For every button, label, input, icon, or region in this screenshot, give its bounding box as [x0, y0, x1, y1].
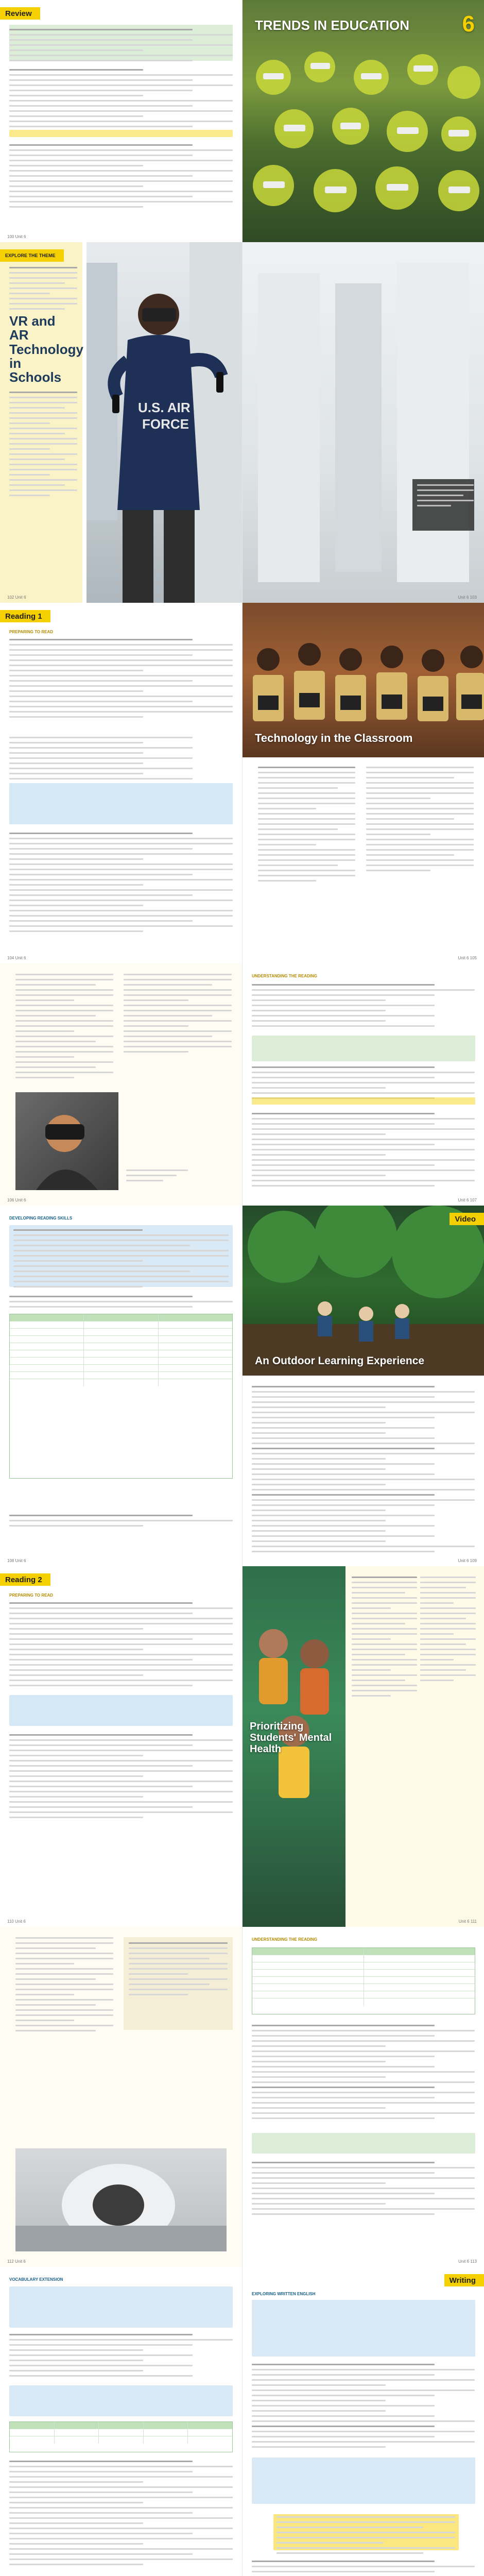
understanding-subheading: UNDERSTANDING THE READING [252, 974, 317, 978]
section-tag-writing: Writing [444, 2274, 484, 2286]
critical-thinking-box [252, 1036, 475, 1061]
skills-exercise-b [9, 1515, 233, 1530]
page-number: 100 Unit 6 [7, 234, 26, 239]
page-writing [242, 2267, 484, 2576]
section-tag-reading1: Reading 1 [0, 610, 50, 622]
photo-outdoor-learning [243, 1206, 484, 1376]
photo-caption [417, 484, 474, 510]
reading-skill-text [13, 1229, 229, 1291]
writing-exercises [252, 2364, 475, 2451]
writing-subheading: EXPLORING WRITTEN ENGLISH [252, 2292, 316, 2296]
page-reading2-article [242, 1566, 484, 1927]
skills-subheading: DEVELOPING READING SKILLS [9, 1216, 73, 1221]
word-forms-box [9, 2286, 233, 2328]
understanding-exercise-a [252, 984, 475, 1030]
highlighted-answer-row [252, 1097, 475, 1105]
vocab-ext-exercise-b [9, 2461, 233, 2569]
photo-lab-background [243, 242, 484, 603]
writing-exercise-d [252, 2561, 475, 2576]
spread-2 [0, 242, 484, 603]
spread-1 [0, 0, 484, 242]
svg-text:U.S. AIR: U.S. AIR [138, 400, 191, 415]
understanding-table [252, 1947, 475, 2014]
explore-intro [9, 267, 77, 313]
spread-5 [0, 1206, 484, 1566]
spread-4 [0, 963, 484, 1206]
article2-col-1 [352, 1577, 417, 1700]
page-number: 106 Unit 6 [7, 1198, 26, 1202]
prep-exercise-a [9, 639, 233, 721]
video-title: An Outdoor Learning Experience [255, 1355, 425, 1367]
review-exercise-c [9, 144, 233, 211]
article-continued-col-1 [15, 974, 113, 1082]
page-number: Unit 6 109 [458, 1558, 477, 1563]
page-video [242, 1206, 484, 1566]
unit-number: 6 [462, 11, 475, 37]
vocab-tip-box [9, 783, 233, 824]
page-reading1-article [242, 603, 484, 963]
understanding-subheading: UNDERSTANDING THE READING [252, 1937, 317, 1942]
critical-thinking-box [252, 2133, 475, 2154]
page-number: 112 Unit 6 [7, 2259, 26, 2264]
prep-exercise-b [9, 833, 233, 936]
page-number: Unit 6 103 [458, 595, 477, 600]
understanding2-exercise-c [252, 2162, 475, 2218]
understanding2-exercises [252, 2025, 475, 2123]
review-highlight-row [9, 130, 233, 137]
page-understanding-reading-2 [242, 1927, 484, 2267]
video-exercises [252, 1386, 475, 1556]
prep-matching [9, 737, 233, 783]
page-reading2-prep [0, 1566, 242, 1927]
page-review-unit5 [0, 0, 242, 242]
page-reading1-prep [0, 603, 242, 963]
article2-col-2 [420, 1577, 476, 1685]
vocab-box [9, 1695, 233, 1726]
collocations-table [9, 2421, 233, 2452]
prep2-exercise-a [9, 1602, 233, 1690]
section-tag-video: Video [450, 1213, 484, 1225]
prep-subheading: PREPARING TO READ [9, 630, 54, 634]
page-explore-theme [0, 242, 242, 603]
page-developing-reading-skills [0, 1206, 242, 1566]
page-number: 110 Unit 6 [7, 1919, 26, 1924]
sidebar-text [129, 1942, 228, 1999]
page-number: Unit 6 113 [458, 2259, 477, 2264]
spread-7 [0, 1927, 484, 2267]
reading2-title: Prioritizing Students' Mental Health [250, 1721, 332, 1755]
review-text [9, 29, 233, 65]
collocations-box [9, 2385, 233, 2416]
writing-skill-box [252, 2458, 475, 2504]
section-tag-explore: EXPLORE THE THEME [0, 249, 64, 262]
section-tag-reading2: Reading 2 [0, 1573, 50, 1586]
photo-vr-student [87, 242, 242, 603]
photo-student-vr-headset [15, 1092, 118, 1190]
prep2-exercise-b [9, 1734, 233, 1822]
page-vocabulary-extension [0, 2267, 242, 2576]
understanding-exercise-c [252, 1113, 475, 1190]
page-reading2-continued [0, 1927, 242, 2267]
vocab-ext-subheading: VOCABULARY EXTENSION [9, 2277, 63, 2282]
unit-title: TRENDS IN EDUCATION [255, 18, 409, 33]
photo-mri-scanner [15, 2148, 227, 2251]
skills-exercise-a [9, 1296, 233, 1311]
explore-body [9, 392, 77, 500]
reading1-title: Technology in the Classroom [255, 732, 413, 744]
page-explore-photo [242, 242, 484, 603]
article-col-2 [366, 767, 474, 875]
spread-6 [0, 1566, 484, 1927]
page-number: 108 Unit 6 [7, 1558, 26, 1563]
prep-subheading: PREPARING TO READ [9, 1593, 54, 1598]
opener-photo-students-vr [243, 0, 484, 242]
page-reading1-continued [0, 963, 242, 1206]
page-number: 102 Unit 6 [7, 595, 26, 600]
language-for-writing-box [252, 2300, 475, 2357]
page-number: Unit 6 105 [458, 956, 477, 960]
vocab-ext-exercise-a [9, 2334, 233, 2380]
page-understanding-reading-1 [242, 963, 484, 1206]
spread-3 [0, 603, 484, 963]
review-exercise-b [9, 69, 233, 131]
page-number: Unit 6 111 [458, 1919, 477, 1924]
writing-model-paragraph [276, 2516, 455, 2557]
page-unit6-opener [242, 0, 484, 242]
page-number: Unit 6 107 [458, 1198, 477, 1202]
page-number: 104 Unit 6 [7, 956, 26, 960]
article-continued-col-2 [124, 974, 232, 1056]
article2-continued-col-1 [15, 1937, 113, 2035]
spread-8 [0, 2267, 484, 2576]
explore-heading: VR and AR Technology in Schools [9, 313, 83, 385]
skills-table [9, 1314, 233, 1479]
svg-text:FORCE: FORCE [142, 416, 189, 432]
photo-caption [126, 1170, 188, 1185]
section-tag-review: Review [0, 7, 40, 20]
article-col-1 [258, 767, 355, 885]
